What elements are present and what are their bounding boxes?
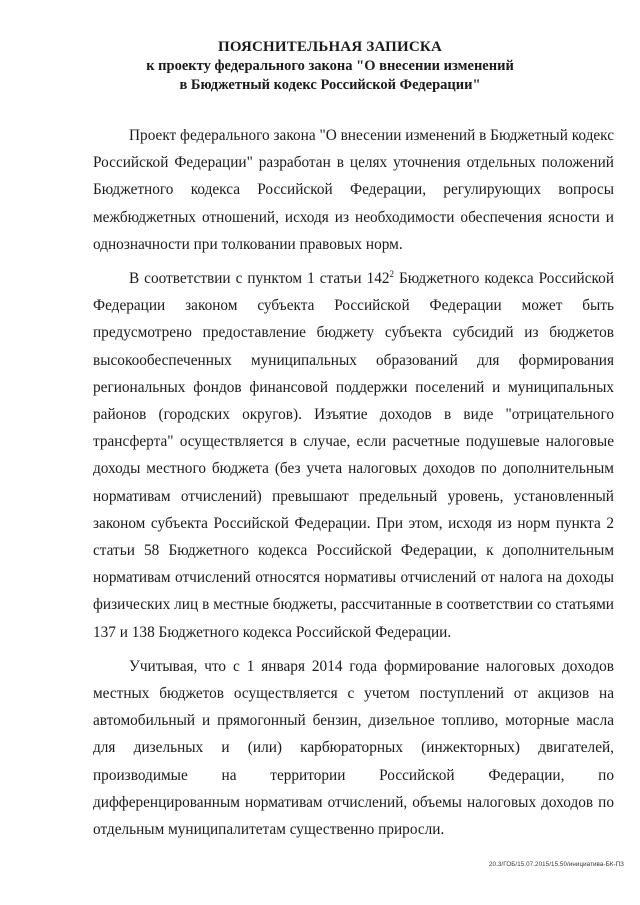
document-body [93,122,614,850]
paragraph-3: Учитывая, что с 1 января 2014 года формирование налоговых доходов местных бюджетов осуществляется с учетом поступлений от акцизов на автомобильный и прямогонный бензин, дизельное топливо, моторные масла для дизельных и (или) карбюраторных (инжекторных) двигателей, производимые на территории Российской Федерации, по дифференцированным нормативам отчислений, объемы налоговых доходов по отдельным муниципалитетам существенно приросли. [93,657,614,839]
document-subtitle-line-2: в Бюджетный кодекс Российской Федерации" [179,77,481,93]
document-subtitle-line-1: к проекту федерального закона "О внесении изменений [146,58,514,74]
file-stamp: 20.3/ГОБ/15.07.2015/15.50/инициатива-БК-ПЗ [488,861,624,868]
article-superscript: 2 [389,268,395,279]
paragraph-1: Проект федерального закона "О внесении изменений в Бюджетный кодекс Российской Федерации" разработан в целях уточнения отдельных положений Бюджетного кодекса Российской Федерации, регулирующих вопросы межбюджетных отношений, исходя из необходимости обеспечения ясности и однозначности при толковании правовых норм. [93,127,614,253]
paragraph-2-rest: Бюджетного кодекса Российской Федерации законом субъекта Российской Федерации может быть предусмотрено предоставление бюджету субъекта субсидий из бюджетов высокообеспеченных муниципальных образований для формирования региональных фондов финансовой поддержки поселений и муниципальных районов (городских округов). Изъятие доходов в виде "отрицательного трансферта" осуществляется в случае, если расчетные подушевые налоговые доходы местного бюджета (без учета налоговых доходов по дополнительным нормативам отчислений) превышают предельный уровень, установленный законом субъекта Российской Федерации. При этом, исходя из норм пункта 2 статьи 58 Бюджетного кодекса Российской Федерации, к дополнительным нормативам отчислений относятся нормативы отчислений от налога на доходы физических лиц в местные бюджеты, рассчитанные в соответствии со статьями 137 и 138 Бюджетного кодекса Российской Федерации. [93,270,614,641]
paragraph-2-start: В соответствии с пунктом 1 статьи 142 [129,270,390,288]
document-title: ПОЯСНИТЕЛЬНАЯ ЗАПИСКА [217,39,443,55]
paragraph-2 [93,265,614,646]
document-header [80,38,580,95]
